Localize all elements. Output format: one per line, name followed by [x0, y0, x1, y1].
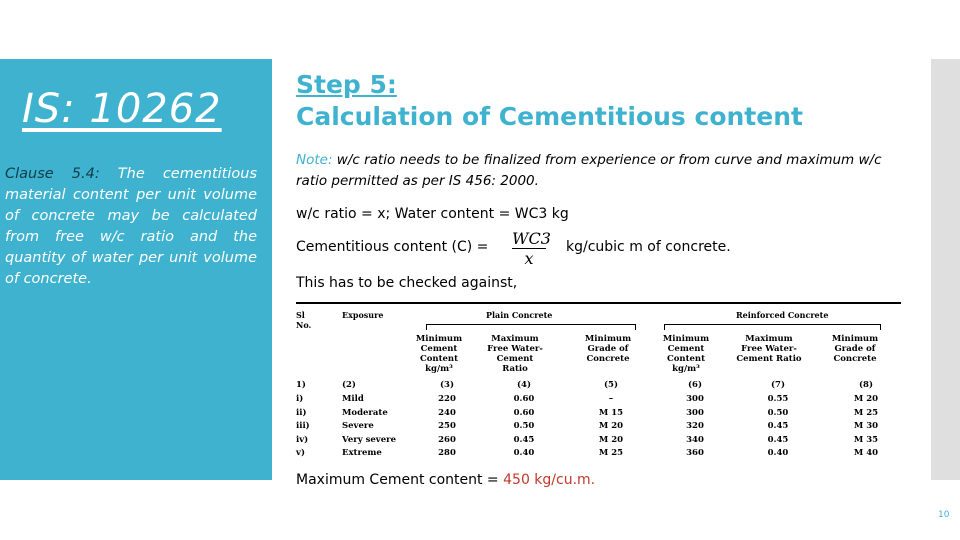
column-number: (3)	[440, 380, 454, 390]
cementitious-formula-label: Cementitious content (C) =	[296, 239, 489, 255]
table-cell: 0.55	[767, 394, 789, 404]
table-cell: 300	[686, 394, 704, 404]
subheader-6: Minimum Grade of Concrete	[831, 334, 879, 364]
table-cell: 0.45	[767, 434, 789, 445]
table-cell: M 15	[598, 407, 624, 418]
table-cell: Extreme	[342, 448, 382, 458]
note-text	[296, 150, 916, 192]
clause-body: The cementitious material content per unit volume of concrete may be calculated from free w/c ratio and the quantity of water per unit volume of concrete.	[5, 166, 257, 287]
table-cell: Mild	[342, 394, 364, 404]
table-cell: 220	[438, 394, 456, 404]
table-cell: M 30	[853, 421, 879, 431]
table-cell: M 35	[853, 434, 879, 445]
table-cell: M 25	[853, 407, 879, 418]
table-cell: 250	[438, 421, 456, 431]
table-cell: 0.45	[513, 434, 535, 445]
header-sl-no: Sl No.	[296, 310, 312, 330]
max-cement-value: 450 kg/cu.m.	[503, 472, 596, 488]
subheader-3: Minimum Grade of Concrete	[584, 334, 632, 364]
table-cell: 320	[686, 421, 704, 431]
table-top-rule	[296, 302, 901, 304]
max-cement-label: Maximum Cement content =	[296, 472, 504, 488]
table-cell: iii)	[296, 421, 310, 431]
table-cell: i)	[296, 394, 304, 404]
check-against-line: This has to be checked against,	[296, 275, 518, 291]
table-cell: M 20	[598, 421, 624, 431]
table-cell: 280	[438, 448, 456, 458]
exposure-table	[296, 300, 901, 460]
note-label: Note:	[296, 152, 333, 168]
wc-ratio-line: w/c ratio = x; Water content = WC3 kg	[296, 206, 569, 222]
table-cell: Moderate	[342, 407, 388, 418]
note-body: w/c ratio needs to be finalized from experience or from curve and maximum w/c ratio permitted as per IS 456: 2000.	[296, 152, 882, 189]
table-cell: 240	[438, 407, 456, 418]
table-cell: iv)	[296, 434, 309, 445]
table-cell: 360	[686, 448, 704, 458]
step-title	[296, 69, 803, 133]
standard-title: IS: 10262	[22, 86, 222, 132]
subheader-5: Maximum Free Water-Cement Ratio	[736, 334, 802, 364]
table-cell: v)	[296, 448, 305, 458]
column-number: (5)	[604, 380, 618, 390]
column-number: 1)	[296, 380, 306, 390]
fraction-denominator: x	[524, 249, 534, 268]
table-cell: 0.60	[513, 394, 535, 404]
page-number: 10	[938, 510, 950, 520]
table-cell: 340	[686, 434, 704, 445]
plain-bracket	[426, 324, 636, 330]
table-cell: 0.40	[513, 448, 535, 458]
right-decor-bar	[931, 59, 960, 480]
fraction-numerator: WC3	[512, 229, 551, 248]
step-heading: Calculation of Cementitious content	[296, 102, 803, 131]
step-number: Step 5:	[296, 70, 397, 99]
table-cell: M 40	[853, 448, 879, 458]
table-cell: 0.50	[513, 421, 535, 431]
subheader-1: Minimum Cement Content kg/m³	[415, 334, 463, 374]
table-cell: M 20	[853, 394, 879, 404]
header-reinforced-concrete: Reinforced Concrete	[736, 310, 829, 320]
table-cell: 0.45	[767, 421, 789, 431]
table-cell: Very severe	[342, 434, 397, 445]
header-exposure: Exposure	[342, 310, 384, 320]
formula-fraction	[512, 229, 551, 269]
table-cell: M 20	[598, 434, 624, 445]
table-cell: M 25	[598, 448, 624, 458]
column-number: (4)	[517, 380, 531, 390]
table-cell: 300	[686, 407, 704, 418]
table-cell: 0.40	[767, 448, 789, 458]
column-number: (8)	[859, 380, 873, 390]
reinforced-bracket	[664, 324, 881, 330]
table-cell: 0.60	[513, 407, 535, 418]
column-number: (7)	[771, 380, 785, 390]
table-cell: 0.50	[767, 407, 789, 418]
table-cell: Severe	[342, 421, 374, 431]
max-cement-line	[296, 472, 595, 488]
clause-text	[5, 164, 257, 290]
column-number: (2)	[342, 380, 356, 390]
table-cell: ii)	[296, 407, 307, 418]
subheader-4: Minimum Cement Content kg/m³	[662, 334, 710, 374]
formula-unit: kg/cubic m of concrete.	[566, 239, 731, 255]
table-cell: –	[608, 394, 614, 404]
clause-label: Clause 5.4:	[5, 166, 100, 182]
header-plain-concrete: Plain Concrete	[486, 310, 553, 320]
subheader-2: Maximum Free Water-Cement Ratio	[487, 334, 543, 374]
table-cell: 260	[438, 434, 456, 445]
column-number: (6)	[688, 380, 702, 390]
